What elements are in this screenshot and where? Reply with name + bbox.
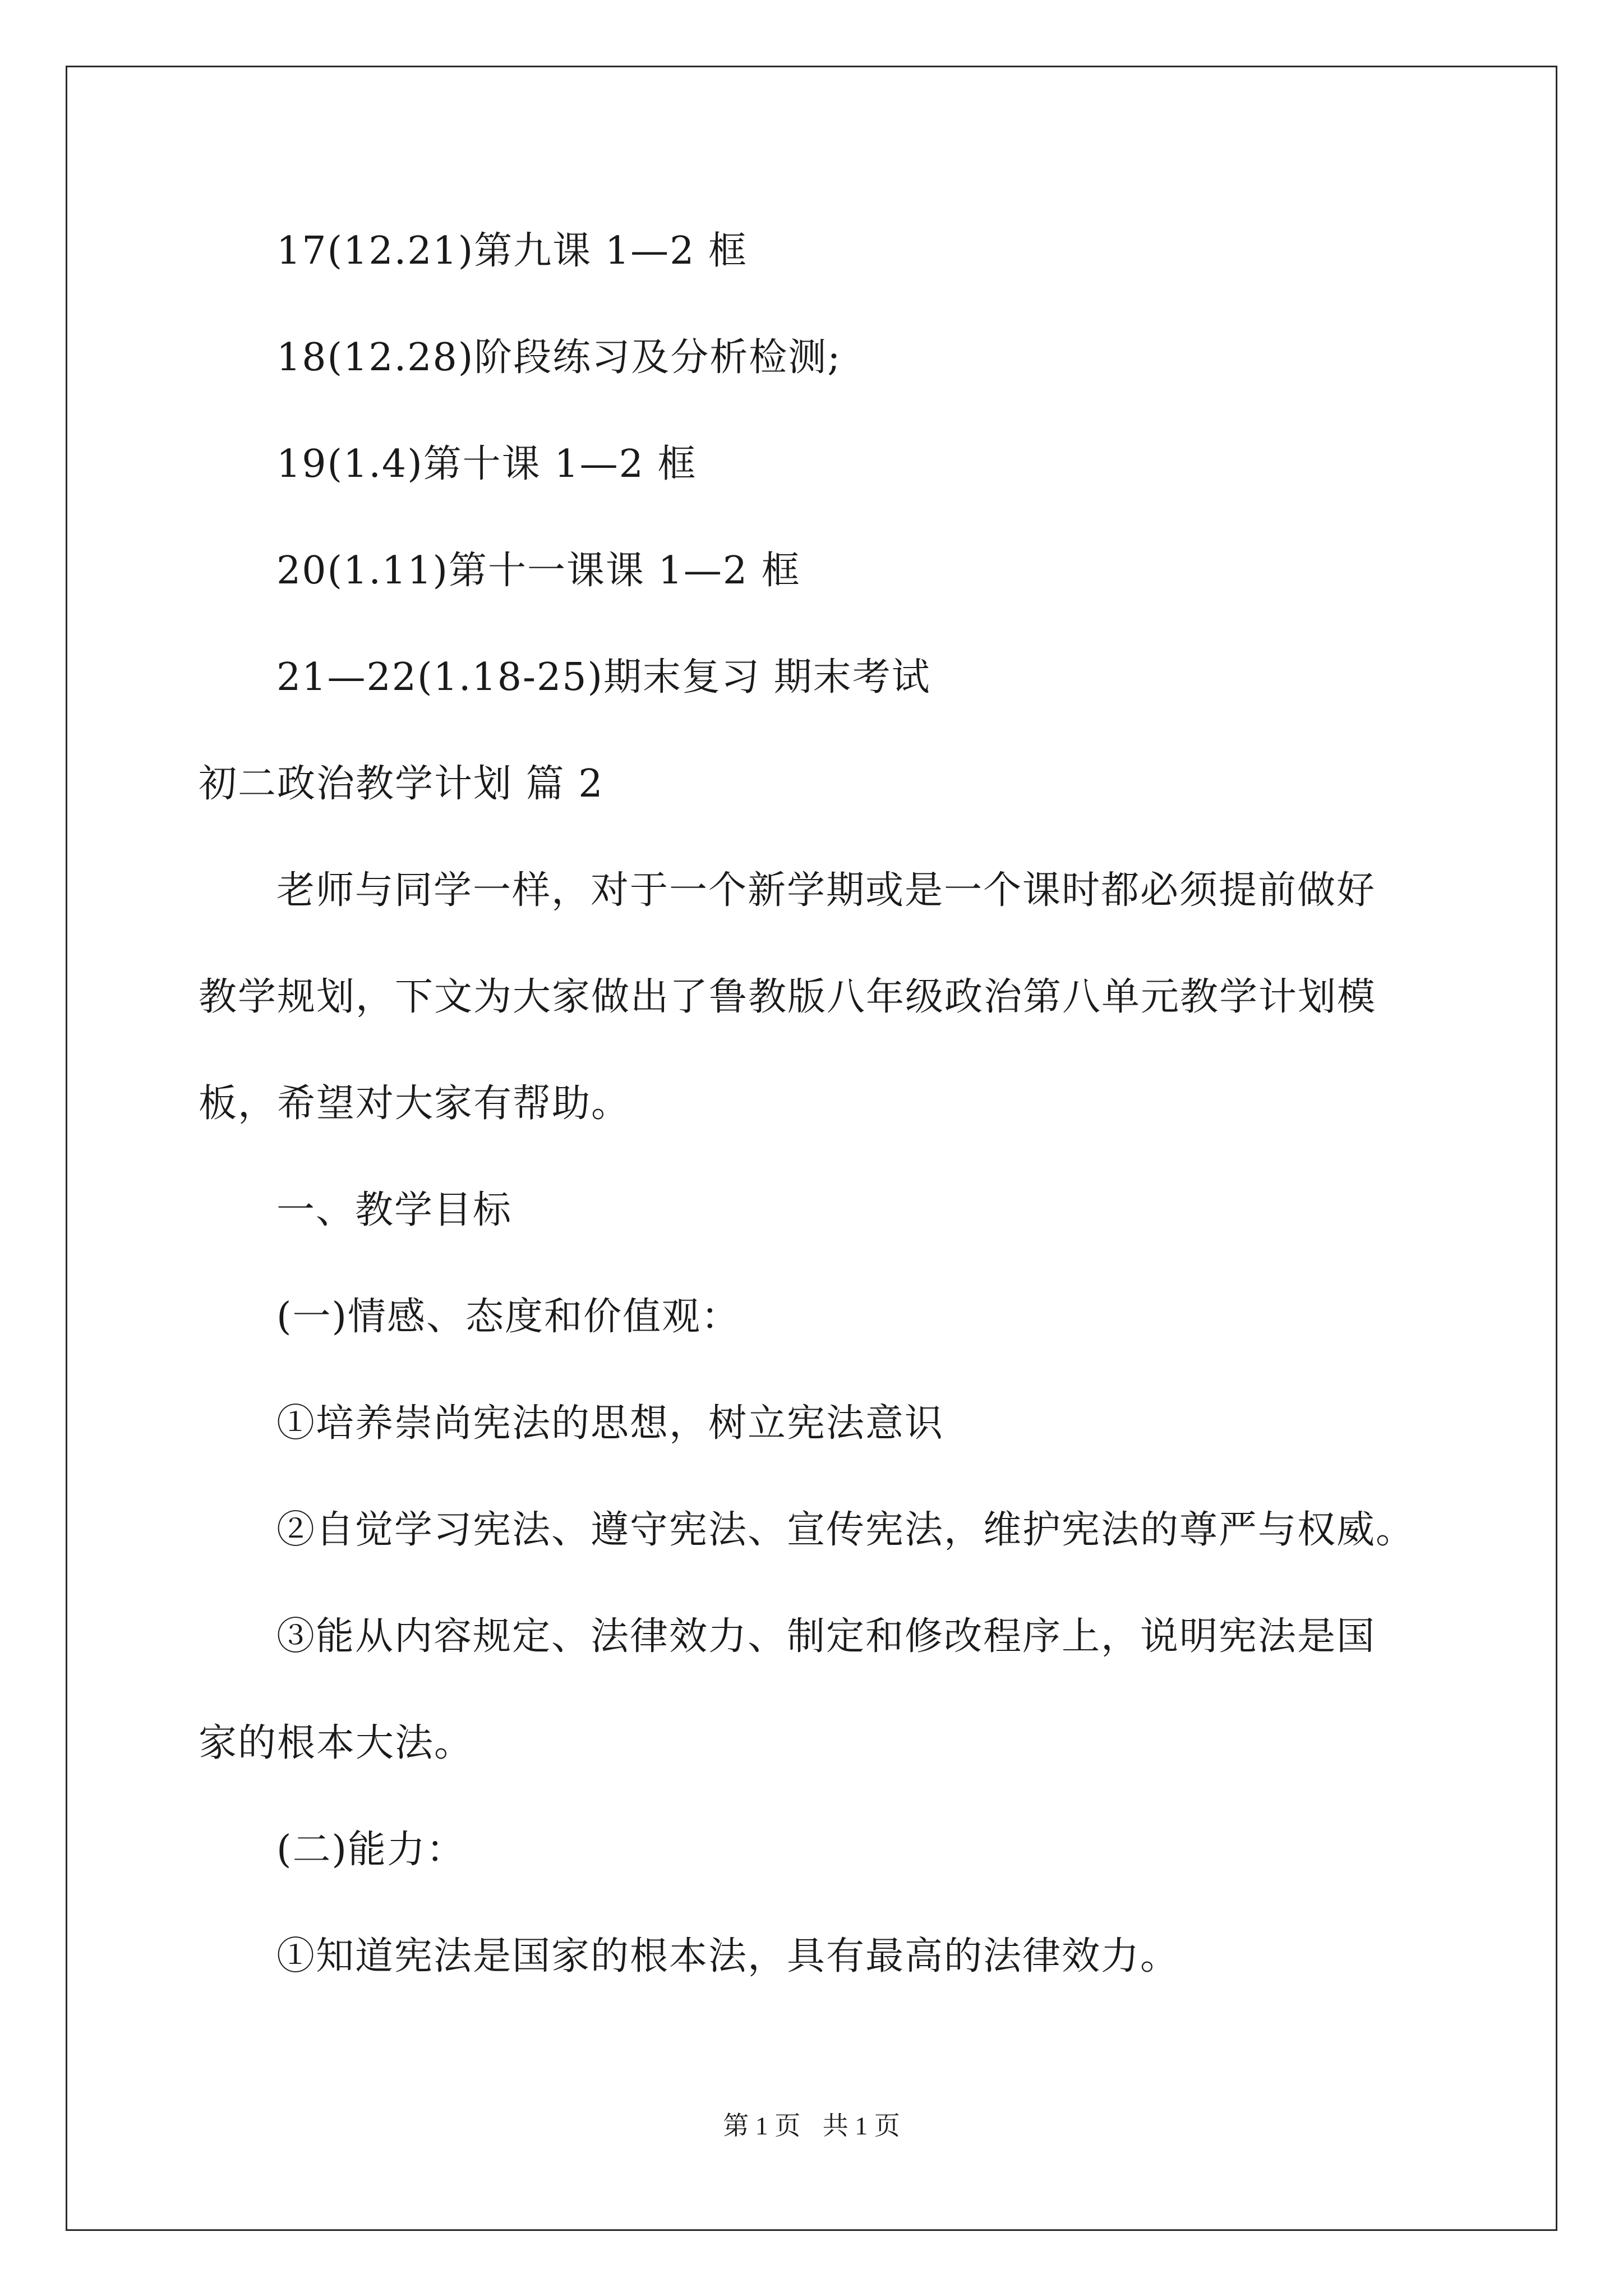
page-total: 共 1 页 xyxy=(822,2111,900,2140)
subheading-objectives: 一、教学目标 xyxy=(276,1188,513,1232)
schedule-line-19: 19(1.4)第十课 1—2 框 xyxy=(276,442,697,486)
schedule-line-21-22: 21—22(1.18-25)期末复习 期末考试 xyxy=(276,655,931,700)
page-footer xyxy=(0,2109,1623,2143)
list-item: ③能从内容规定、法律效力、制定和修改程序上，说明宪法是国 xyxy=(276,1614,1376,1659)
schedule-line-17: 17(12.21)第九课 1—2 框 xyxy=(276,229,748,273)
section-heading: 初二政治教学计划 篇 2 xyxy=(199,762,604,806)
subheading-ability: (二)能力： xyxy=(276,1828,466,1872)
list-item: ①知道宪法是国家的根本法，具有最高的法律效力。 xyxy=(276,1934,1180,1978)
paragraph-line: 老师与同学一样，对于一个新学期或是一个课时都必须提前做好 xyxy=(276,868,1376,913)
paragraph-line: 教学规划，下文为大家做出了鲁教版八年级政治第八单元教学计划模 xyxy=(199,975,1377,1019)
list-item: ①培养崇尚宪法的思想，树立宪法意识 xyxy=(276,1401,944,1446)
schedule-line-20: 20(1.11)第十一课课 1—2 框 xyxy=(276,549,801,593)
page-number: 第 1 页 xyxy=(723,2111,801,2140)
schedule-line-18: 18(12.28)阶段练习及分析检测; xyxy=(276,335,842,380)
paragraph-line: 板，希望对大家有帮助。 xyxy=(199,1082,631,1126)
list-item-continued: 家的根本大法。 xyxy=(199,1721,474,1765)
subheading-values: (一)情感、态度和价值观： xyxy=(276,1295,741,1339)
list-item: ②自觉学习宪法、遵守宪法、宣传宪法，维护宪法的尊严与权威。 xyxy=(276,1508,1415,1552)
